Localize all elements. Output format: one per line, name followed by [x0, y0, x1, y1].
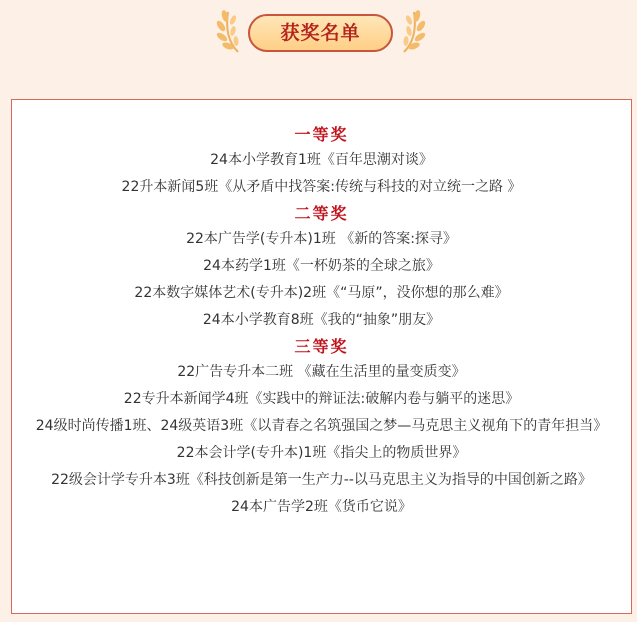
- winner-item: 22本数字媒体艺术(专升本)2班《“马原”，没你想的那么难》: [134, 285, 509, 301]
- prize-title: 二等奖: [294, 204, 349, 223]
- prize-title: 三等奖: [294, 337, 349, 356]
- laurel-icon: [396, 6, 426, 56]
- winner-item: 24本小学教育8班《我的“抽象”朋友》: [202, 312, 441, 328]
- prize-title: 一等奖: [294, 125, 349, 144]
- prize-section-second: [12, 201, 631, 334]
- winner-item: 24本小学教育1班《百年思潮对谈》: [210, 152, 433, 168]
- laurel-icon: [216, 6, 246, 56]
- winner-item: 22本会计学(专升本)1班《指尖上的物质世界》: [176, 445, 467, 461]
- winners-panel: [11, 99, 632, 614]
- winner-item: 22专升本新闻学4班《实践中的辩证法:破解内卷与躺平的迷思》: [123, 391, 520, 407]
- winner-item: 24本药学1班《一杯奶茶的全球之旅》: [203, 258, 440, 274]
- winner-item: 24本广告学2班《货币它说》: [231, 499, 412, 515]
- prize-section-third: [12, 334, 631, 521]
- winner-item: 22升本新闻5班《从矛盾中找答案:传统与科技的对立统一之路 》: [121, 179, 522, 195]
- page-title: 获奖名单: [248, 14, 393, 52]
- winner-item: 22本广告学(专升本)1班 《新的答案:探寻》: [186, 231, 457, 247]
- winner-item: 24级时尚传播1班、24级英语3班《以青春之名筑强国之梦—马克思主义视角下的青年担当》: [35, 418, 608, 434]
- header: [0, 0, 637, 70]
- winner-item: 22广告专升本二班 《藏在生活里的量变质变》: [177, 364, 466, 380]
- prize-section-first: [12, 122, 631, 201]
- winner-item: 22级会计学专升本3班《科技创新是第一生产力--以马克思主义为指导的中国创新之路》: [51, 472, 592, 488]
